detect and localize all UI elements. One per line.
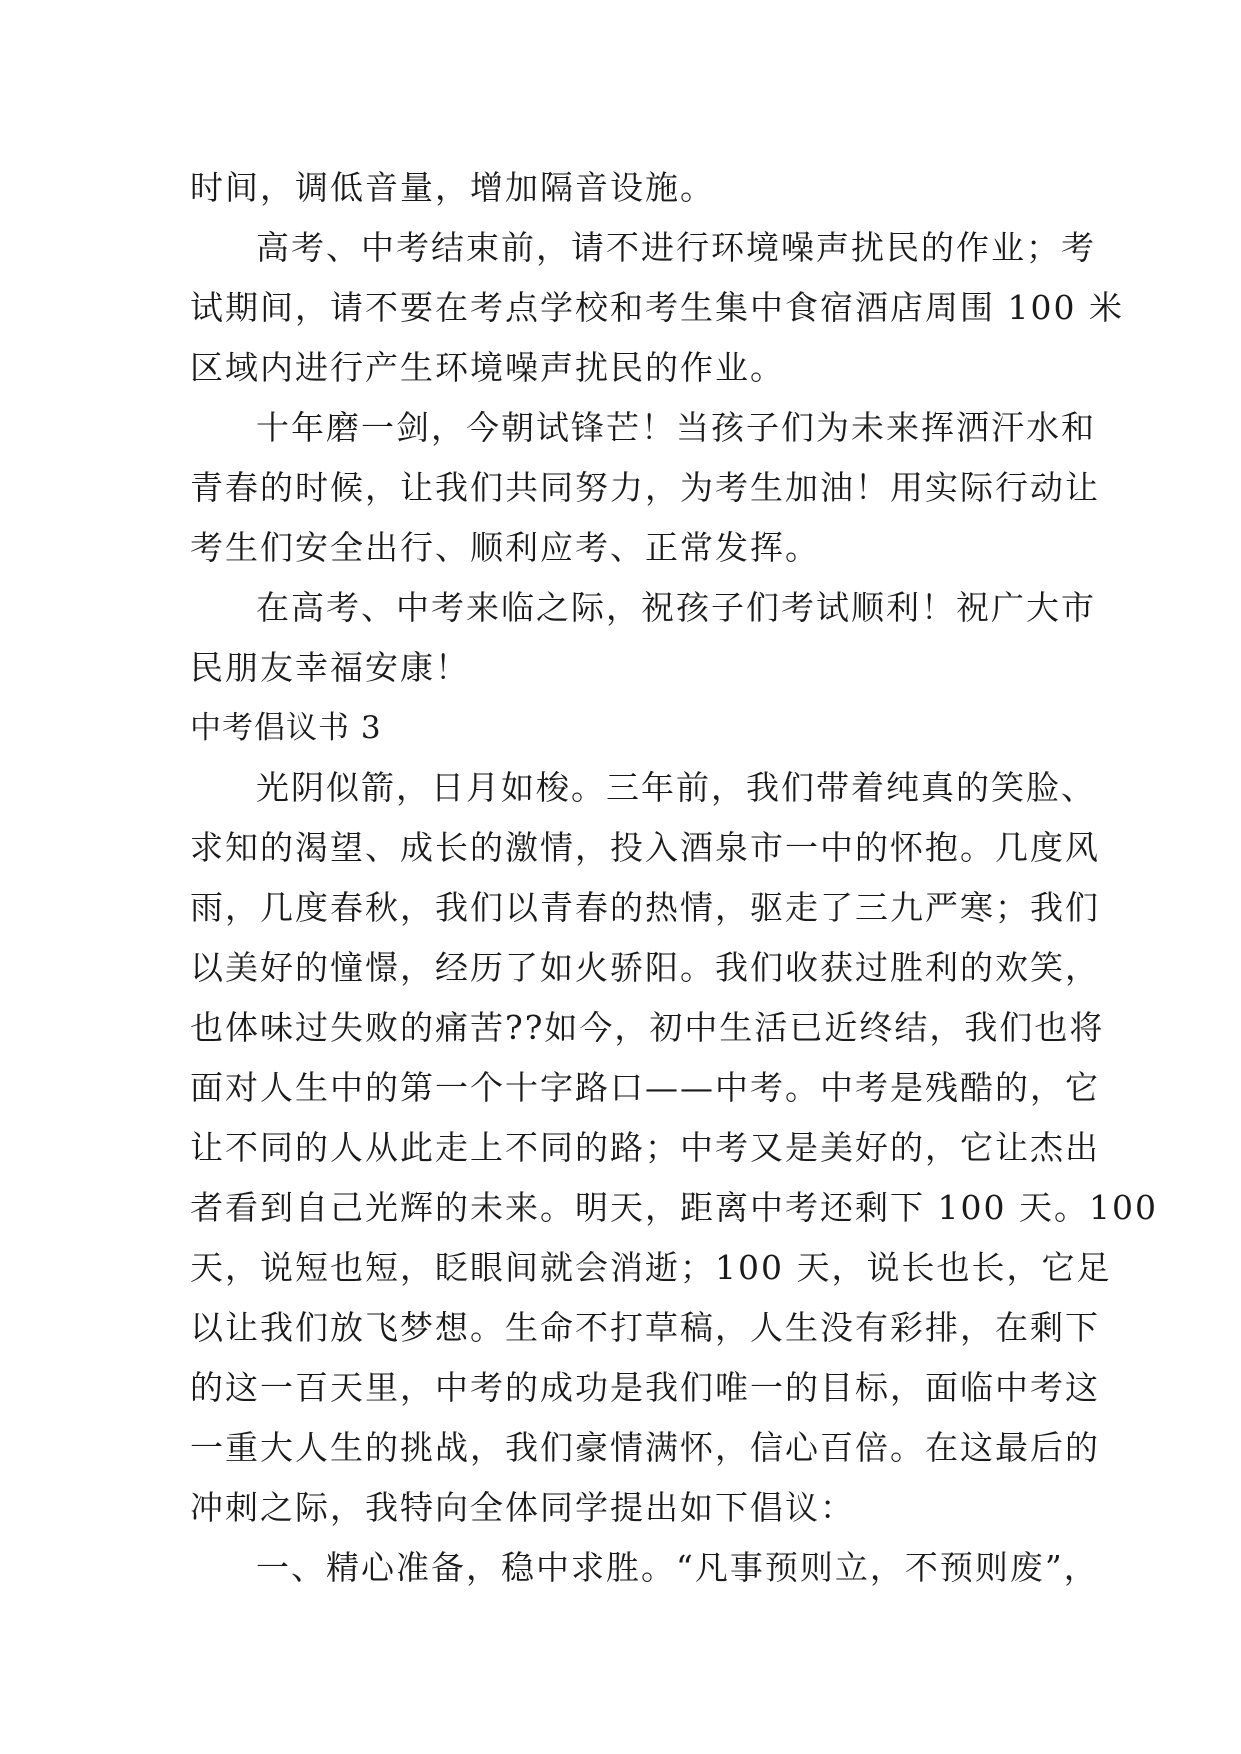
text-line: 区域内进行产生环境噪声扰民的作业。 [190,348,785,387]
paragraph-first-line: 在高考、中考来临之际，祝孩子们考试顺利！祝广大市 [256,588,1096,627]
text-line: 天，说短也短，眨眼间就会消逝；100 天，说长也长，它足 [190,1248,1112,1287]
text-line: 一重大人生的挑战，我们豪情满怀，信心百倍。在这最后的 [190,1428,1100,1467]
paragraph-first-line: 高考、中考结束前，请不进行环境噪声扰民的作业；考 [256,228,1096,267]
text-line: 让不同的人从此走上不同的路；中考又是美好的，它让杰出 [190,1128,1100,1167]
text-line: 试期间，请不要在考点学校和考生集中食宿酒店周围 100 米 [190,288,1124,327]
text-line: 的这一百天里，中考的成功是我们唯一的目标，面临中考这 [190,1368,1100,1407]
text-line: 冲刺之际，我特向全体同学提出如下倡议： [190,1488,855,1527]
text-line: 求知的渴望、成长的激情，投入酒泉市一中的怀抱。几度风 [190,828,1100,867]
text-line: 也体味过失败的痛苦??如今，初中生活已近终结，我们也将 [190,1008,1105,1047]
paragraph-first-line: 一、精心准备，稳中求胜。“凡事预则立，不预则废”， [256,1548,1099,1587]
text-line: 者看到自己光辉的未来。明天，距离中考还剩下 100 天。100 [190,1188,1158,1227]
text-line: 民朋友幸福安康！ [190,648,470,687]
text-line: 以让我们放飞梦想。生命不打草稿，人生没有彩排，在剩下 [190,1308,1100,1347]
text-line: 面对人生中的第一个十字路口——中考。中考是残酷的，它 [190,1068,1100,1107]
text-line: 雨，几度春秋，我们以青春的热情，驱走了三九严寒；我们 [190,888,1100,927]
paragraph-first-line: 十年磨一剑，今朝试锋芒！当孩子们为未来挥洒汗水和 [256,408,1096,447]
paragraph-first-line: 光阴似箭，日月如梭。三年前，我们带着纯真的笑脸、 [256,768,1096,807]
text-line: 时间，调低音量，增加隔音设施。 [190,168,715,207]
text-line: 考生们安全出行、顺利应考、正常发挥。 [190,528,820,567]
document-body [190,158,1158,1598]
section-heading: 中考倡议书 3 [190,710,382,746]
text-line: 以美好的憧憬，经历了如火骄阳。我们收获过胜利的欢笑， [190,948,1100,987]
text-line: 青春的时候，让我们共同努力，为考生加油！用实际行动让 [190,468,1100,507]
